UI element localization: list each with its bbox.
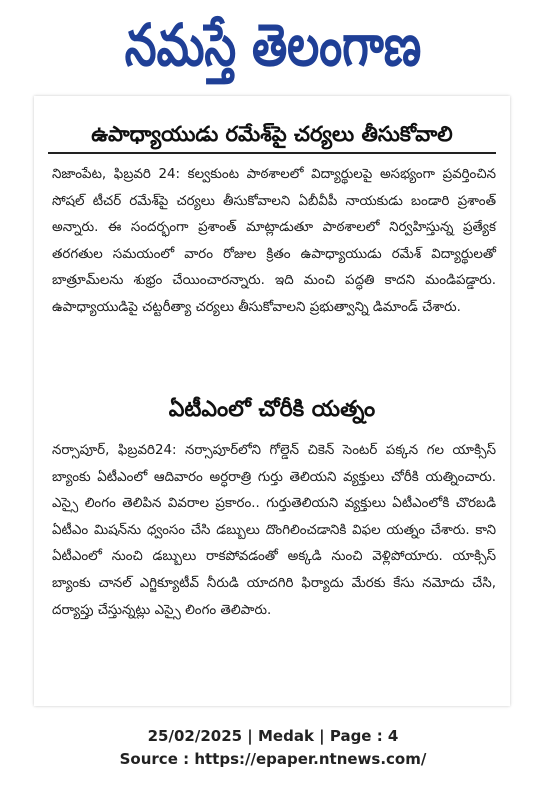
headline-divider (48, 152, 496, 154)
article-body-atm: నర్సాపూర్, ఫిబ్రవరి24: నర్సాపూర్‌లోని గోల్డెన్ చికెన్ సెంటర్ పక్కన గల యాక్సిస్ బ్యాంకు ఏటీఎంలో ఆదివారం అర్ధరాత్రి గుర్తు తెలియని వ్యక్తులు చోరీకి యత్నించారు. ఎస్సై లింగం తెలిపిన వివరాల ప్రకారం.. గుర్తుతెలియని వ్యక్తులు ఏటీఎంలోకి చొరబడి ఏటీఎం మిషన్‌ను ధ్వంసం చేసి డబ్బులు దొంగిలించడానికి విఫల యత్నం చేశారు. కాని ఏటీఎంలో నుంచి డబ్బులు రాకపోవడంతో అక్కడి నుంచి వెళ్లిపోయారు. యాక్సిస్ బ్యాంకు చానల్ ఎగ్జిక్యూటీవ్ నీరుడి యాదగిరి ఫిర్యాదు మేరకు కేసు నమోదు చేసి, దర్యాప్తు చేస్తున్నట్లు ఎస్సై లింగం తెలిపారు. (52, 443, 496, 618)
article-headline-teacher: ఉపాధ్యాయుడు రమేశ్‌పై చర్యలు తీసుకోవాలి (91, 122, 453, 146)
source-link[interactable]: Source : https://epaper.ntnews.com/ (119, 750, 427, 768)
cut-off-text-fragment (94, 96, 294, 102)
article-body-teacher: నిజాంపేట, ఫిబ్రవరి 24: కల్వకుంట పాఠశాలలో విద్యార్థులపై అసభ్యంగా ప్రవర్తించిన సోషల్ టీచర్ రమేశ్‌పై చర్యలు తీసుకోవాలని ఏబీవీపీ నాయకుడు బండారి ప్రశాంత్ అన్నారు. ఈ సందర్భంగా ప్రశాంత్ మాట్లాడుతూ పాఠశాలలో నిర్వహిస్తున్న ప్రత్యేక తరగతుల సమయంలో వారం రోజుల క్రితం ఉపాధ్యాయుడు రమేశ్ విద్యార్థులతో బాత్రూమ్‌లను శుభ్రం చేయించారన్నారు. ఇది మంచి పద్ధతి కాదని మండిపడ్డారు. ఉపాధ్యాయుడిపై చట్టరీత్యా చర్యలు తీసుకోవాలని ప్రభుత్వాన్ని డిమాండ్ చేశారు. (52, 167, 496, 315)
edition-info: 25/02/2025 | Medak | Page : 4 (147, 727, 399, 745)
article-headline-atm: ఏటీఎంలో చోరీకి యత్నం (168, 397, 376, 422)
newspaper-masthead: నమస్తే తెలంగాణ (124, 11, 422, 79)
news-clipping (34, 96, 510, 706)
cut-off-glyphs (94, 96, 294, 102)
